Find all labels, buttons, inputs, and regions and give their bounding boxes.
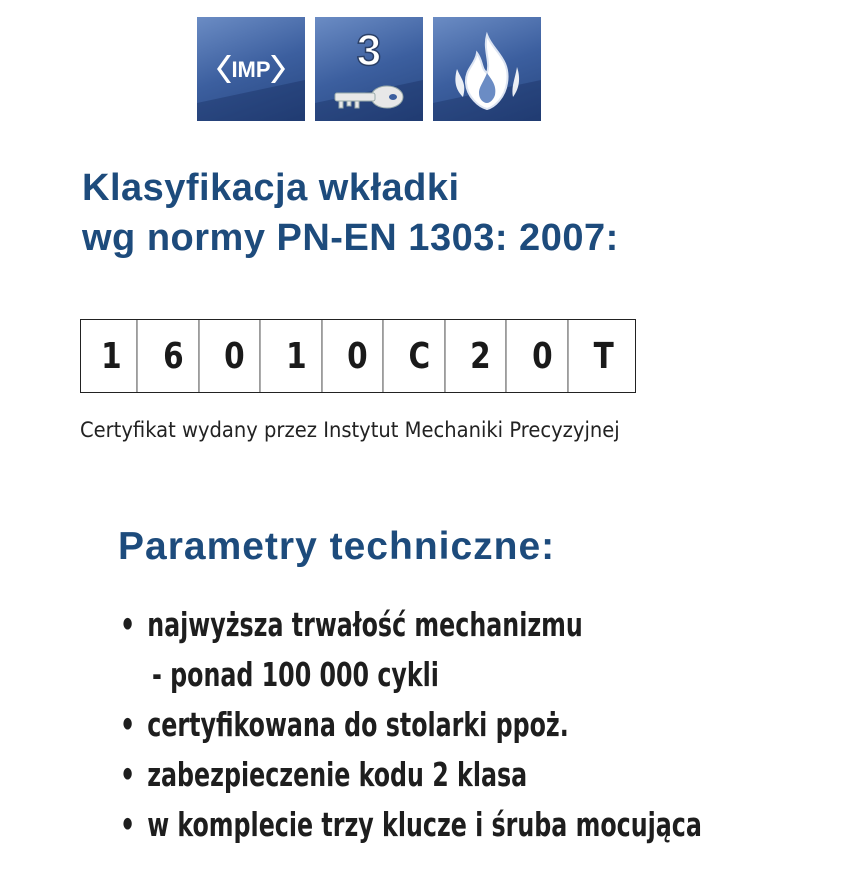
classification-title-line1: Klasyfikacja wkładki [82,167,460,209]
classification-title-line2: wg normy PN-EN 1303: 2007: [82,217,619,259]
classification-heading [82,163,619,263]
key-class-label: 3 [356,26,382,75]
code-cell: 6 [148,320,198,392]
imp-icon [197,17,305,121]
code-cell: 0 [210,320,260,392]
code-cell: 0 [333,320,383,392]
code-cell: 1 [271,320,321,392]
list-item-text: certyfikowana do stolarki ppoż. [147,705,569,744]
list-item-text: zabezpieczenie kodu 2 klasa [147,755,528,794]
bullet-icon: • [120,605,136,644]
code-cell: 1 [87,320,137,392]
key-class-3-icon [315,17,423,121]
list-item-text: najwyższa trwałość mechanizmu [147,605,583,644]
bullet-icon: • [120,805,136,844]
bullet-icon: • [120,755,136,794]
parameters-list [120,600,702,850]
imp-label: IMP [231,57,271,82]
key-icon [335,86,403,108]
list-item [120,750,702,800]
list-item [120,600,702,650]
code-cell: 2 [456,320,506,392]
list-item [120,650,702,700]
bullet-icon: • [120,705,136,744]
classification-code-table [80,319,636,393]
list-item [120,700,702,750]
list-item-text: w komplecie trzy klucze i śruba mocująca [147,805,702,844]
code-cell: T [593,335,614,377]
code-cell: 0 [517,320,567,392]
list-item-text: - ponad 100 000 cykli [152,655,439,694]
list-item [120,800,702,850]
certificate-note: Certyfikat wydany przez Instytut Mechaniki Precyzyjnej [80,418,620,442]
fire-resistance-icon [433,17,541,121]
feature-icons [197,17,551,121]
code-cell: C [394,320,444,392]
parameters-heading: Parametry techniczne: [118,525,556,568]
